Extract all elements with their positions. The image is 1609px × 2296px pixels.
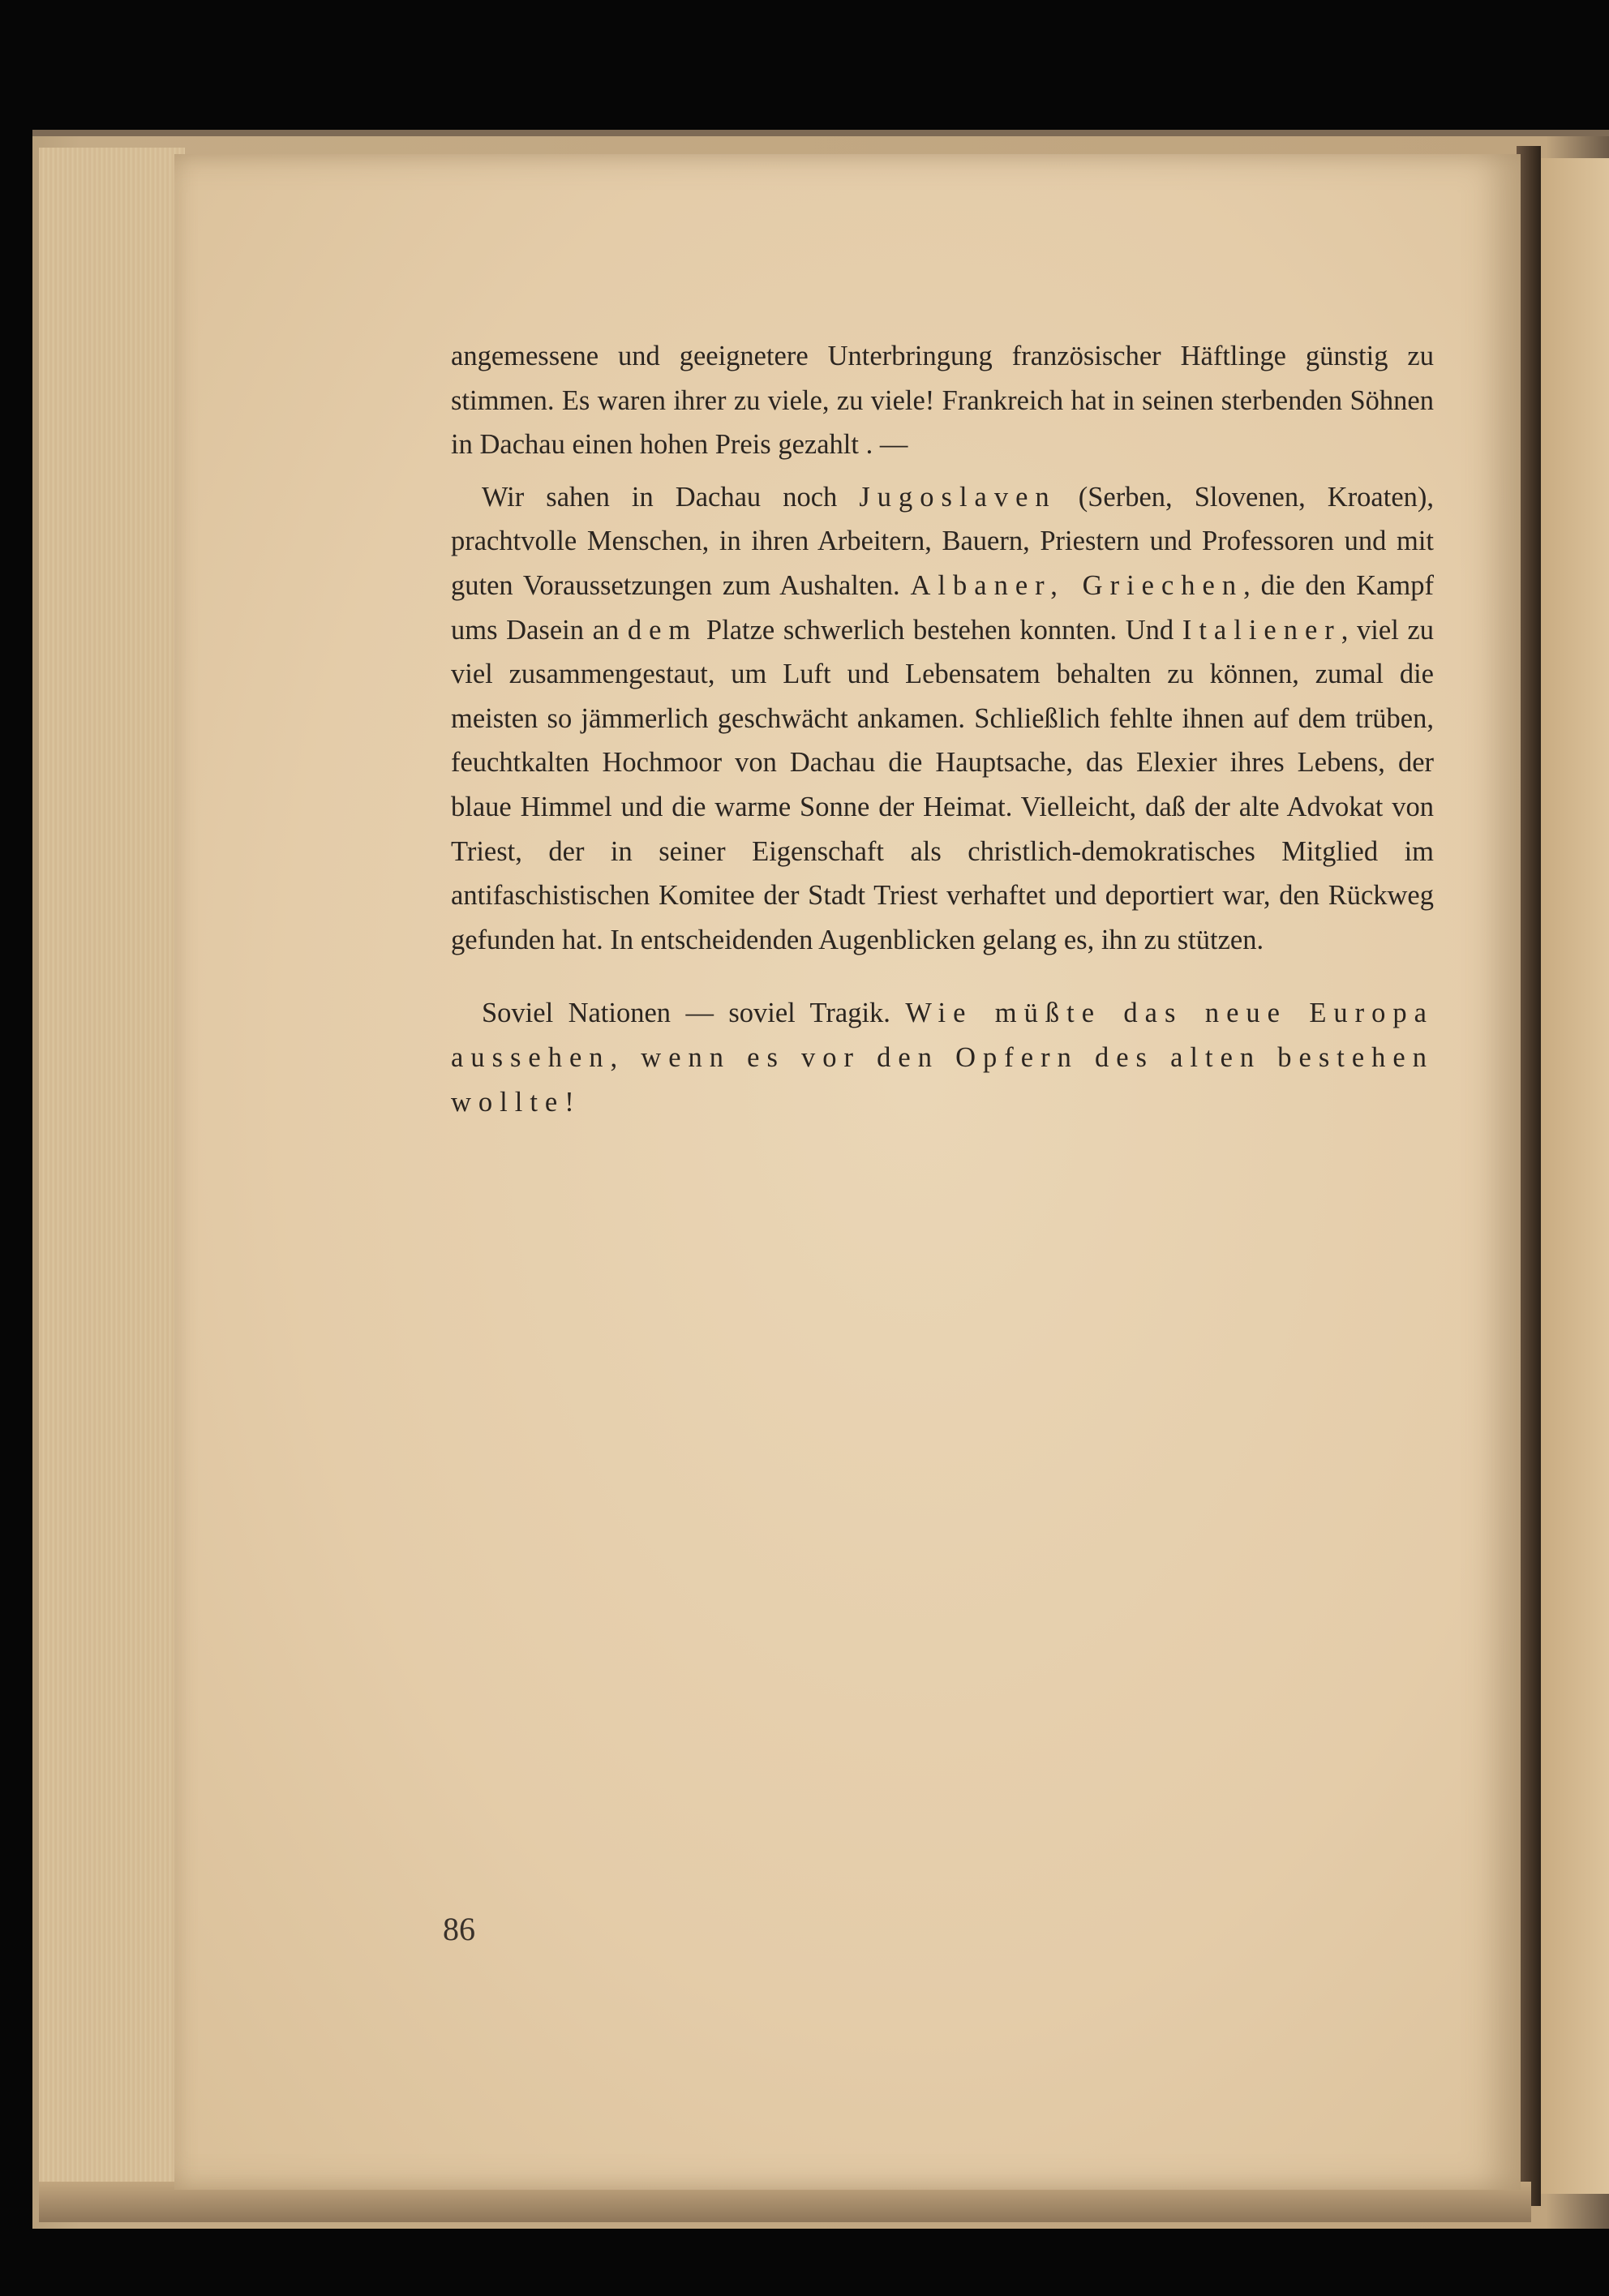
spaced-text-segment: Wie müßte das neue Europa aussehen, wenn es vor den Opfern des alten bestehen wollte! bbox=[451, 998, 1434, 1118]
text-segment: , die den Kampf ums Dasein an bbox=[451, 569, 1434, 646]
facing-page-edge bbox=[1541, 158, 1609, 2194]
body-text bbox=[451, 334, 1434, 1124]
spaced-text-segment: Jugoslaven bbox=[859, 481, 1057, 513]
text-segment: Platze schwerlich bestehen konnten. Und bbox=[697, 614, 1182, 646]
page-stack-edge bbox=[39, 148, 185, 2208]
paragraph bbox=[451, 991, 1434, 1124]
paragraph bbox=[451, 334, 1434, 467]
spaced-text-segment: Italiener bbox=[1182, 614, 1341, 646]
spaced-text-segment: Albaner, Griechen bbox=[910, 569, 1244, 601]
text-segment: , viel zu viel zusammengestaut, um Luft und Lebensatem behalten zu können, zumal die meisten so jämmerlich geschwächt ankamen. Schließlich fehlte ihnen auf dem trüben, feuchtkalten Hochmoor von Dachau die Hauptsache, das Elexier ihres Lebens, der blaue Himmel und die warme Sonne der Heimat. Vielleicht, daß der alte Advokat von Triest, der in seiner Eigenschaft als christlich-demokratisches Mitglied im antifaschistischen Komitee der Stadt Triest verhaftet und deportiert war, den Rückweg gefunden hat. In entscheidenden Augenblicken gelang es, ihn zu stützen. bbox=[451, 614, 1435, 955]
page-number: 86 bbox=[443, 1911, 475, 1947]
text-segment: angemessene und geeignetere Unterbringung französischer Häftlinge günstig zu stimmen. Es waren ihrer zu viele, zu viele! Frankreich hat in seinen sterbenden Söhnen in Dachau einen hohen Preis gezahlt . — bbox=[451, 341, 1434, 461]
paragraph bbox=[451, 475, 1434, 963]
spaced-text-segment: dem bbox=[627, 614, 698, 646]
text-segment: Wir sahen in Dachau noch bbox=[482, 481, 860, 513]
text-segment: (Serben, Slovenen, Kroaten), prachtvolle Menschen, in ihren Arbeitern, Bauern, Priestern und Professoren und mit guten Voraussetzungen zum Aushalten. bbox=[451, 481, 1435, 601]
text-segment: Soviel Nationen — soviel Tragik. bbox=[482, 998, 906, 1029]
